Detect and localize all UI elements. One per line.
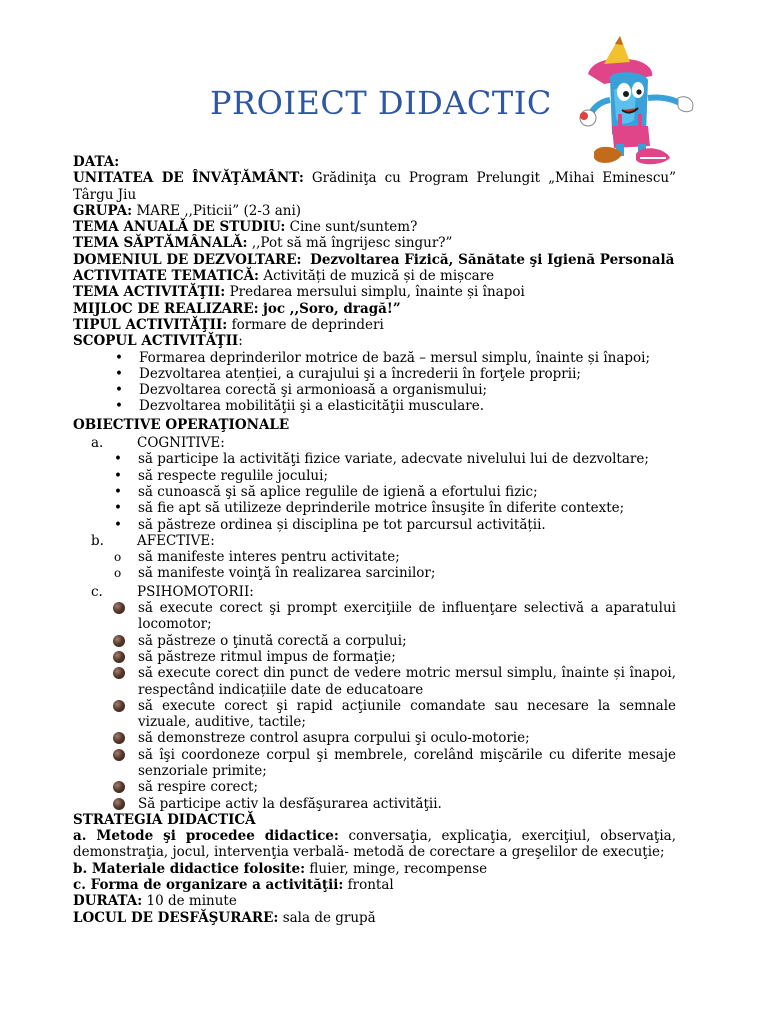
materiale-label: b. Materiale didactice folosite:	[73, 860, 306, 877]
list-item: o să manifeste interes pentru activitate;	[73, 549, 676, 565]
bullet-ball-icon	[113, 749, 125, 761]
cognitive-list	[73, 451, 676, 532]
list-item: să execute corect din punct de vedere motric mersul simplu, înainte și înapoi, respectând indicațiile date de educatoare	[73, 665, 676, 698]
scopul-list	[73, 350, 676, 415]
bullet-ball-icon	[113, 667, 125, 679]
strategia-heading: STRATEGIA DIDACTICĂ	[73, 811, 256, 828]
list-item: • să cunoască şi să aplice regulile de igienă a efortului fizic;	[73, 484, 676, 500]
psihomotorii-list	[73, 600, 676, 812]
materiale-line	[73, 861, 676, 877]
scopul-label: SCOPUL ACTIVITĂŢII	[73, 333, 239, 350]
mijloc-line	[73, 301, 676, 317]
list-item: să execute corect şi prompt exerciţiile de influenţare selectivă a aparatului locomotor;	[73, 600, 676, 633]
bullet-ball-icon	[113, 700, 125, 712]
list-item: să păstreze ritmul impus de formaţie;	[73, 649, 676, 665]
list-item: • Dezvoltarea atenției, a curajului şi a încrederii în forţele proprii;	[73, 366, 676, 382]
durata-line	[73, 893, 676, 909]
metode-line	[73, 828, 676, 861]
list-item: să păstreze o ţinută corectă a corpului;	[73, 633, 676, 649]
tema-anuala-line	[73, 219, 676, 235]
document-body	[73, 154, 676, 926]
metode-label: a. Metode şi procedee didactice:	[73, 828, 339, 845]
scopul-line	[73, 333, 676, 349]
grupa-label: GRUPA:	[73, 202, 133, 219]
tema-anuala-value: Cine sunt/suntem?	[289, 219, 418, 236]
bullet-ball-icon	[113, 781, 125, 793]
afective-letter: b.	[91, 532, 104, 549]
psihomotorii-heading	[73, 584, 676, 600]
tema-activitatii-value: Predarea mersului simplu, înainte și înapoi	[229, 284, 525, 301]
list-item: • să păstreze ordinea și disciplina pe tot parcursul activității.	[73, 517, 676, 533]
list-item: să îşi coordoneze corpul şi membrele, corelând mişcările cu diferite mesaje senzoriale primite;	[73, 747, 676, 780]
activitate-tematica-line	[73, 268, 676, 284]
grupa-value: MARE ,,Piticii” (2-3 ani)	[136, 202, 302, 219]
tipul-value: formare de deprinderi	[231, 316, 384, 333]
unitate-value: Grădiniţa cu Program Prelungit „Mihai Eminescu” Târgu Jiu	[73, 170, 677, 203]
list-item: • Dezvoltarea corectă şi armonioasă a organismului;	[73, 382, 676, 398]
durata-value: 10 de minute	[146, 893, 237, 910]
list-item: • Formarea deprinderilor motrice de bază – mersul simplu, înainte și înapoi;	[73, 350, 676, 366]
list-item: să demonstreze control asupra corpului şi oculo-motorie;	[73, 730, 676, 746]
tema-activitatii-label: TEMA ACTIVITĂŢII:	[73, 284, 226, 301]
forma-line	[73, 877, 676, 893]
data-line	[73, 154, 676, 170]
tema-saptamanala-line	[73, 235, 676, 251]
data-label: DATA:	[73, 154, 120, 170]
domeniu-label: DOMENIUL DE DEZVOLTARE:	[73, 251, 302, 268]
list-item: Să participe activ la desfăşurarea activităţii.	[73, 796, 676, 812]
scopul-colon: :	[238, 333, 243, 350]
cognitive-label: COGNITIVE:	[137, 435, 225, 452]
bullet-ball-icon	[113, 798, 125, 810]
list-item: să execute corect şi rapid acţiunile comandate sau necesare la semnale vizuale, auditive, tactile;	[73, 698, 676, 731]
forma-value: frontal	[347, 877, 394, 894]
afective-label: AFECTIVE:	[137, 532, 215, 549]
tema-anuala-label: TEMA ANUALĂ DE STUDIU:	[73, 219, 286, 236]
durata-label: DURATA:	[73, 893, 143, 910]
materiale-value: fluier, minge, recompense	[309, 860, 488, 877]
domeniu-line	[73, 252, 676, 268]
list-item: • să respecte regulile jocului;	[73, 468, 676, 484]
afective-list	[73, 549, 676, 582]
activitate-tematica-label: ACTIVITATE TEMATICĂ:	[73, 268, 260, 285]
tipul-label: TIPUL ACTIVITĂŢII:	[73, 316, 228, 333]
bullet-ball-icon	[113, 635, 125, 647]
cartoon-pencil-mascot-icon	[574, 30, 700, 170]
mijloc-label: MIJLOC DE REALIZARE:	[73, 300, 259, 317]
activitate-tematica-value: Activități de muzică și de mișcare	[263, 268, 495, 285]
mijloc-value: joc ,,Soro, dragă!”	[262, 300, 401, 317]
page-title: PROIECT DIDACTIC	[210, 84, 552, 122]
cognitive-letter: a.	[91, 435, 104, 452]
list-item: să respire corect;	[73, 779, 676, 795]
psihomotorii-label: PSIHOMOTORII:	[137, 583, 254, 600]
psihomotorii-letter: c.	[91, 583, 103, 600]
bullet-ball-icon	[113, 602, 125, 614]
cognitive-heading	[73, 435, 676, 451]
afective-heading	[73, 533, 676, 549]
list-item: • să participe la activităţi fizice variate, adecvate nivelului lui de dezvoltare;	[73, 451, 676, 467]
obiective-heading: OBIECTIVE OPERAŢIONALE	[73, 416, 290, 433]
tema-activitatii-line	[73, 284, 676, 300]
list-item: • să fie apt să utilizeze deprinderile motrice însuşite în diferite contexte;	[73, 500, 676, 516]
forma-label: c. Forma de organizare a activităţii:	[73, 877, 344, 894]
unitate-label: UNITATEA DE ÎNVĂŢĂMÂNT:	[73, 170, 304, 187]
list-item: o să manifeste voinţă în realizarea sarcinilor;	[73, 565, 676, 581]
unitate-line	[73, 170, 676, 203]
tema-saptamanala-label: TEMA SĂPTĂMÂNALĂ:	[73, 235, 248, 252]
locul-line	[73, 910, 676, 926]
bullet-ball-icon	[113, 651, 125, 663]
metode-value: conversaţia, explicaţia, exerciţiul, observaţia, demonstraţia, jocul, intervenţia verbală- metodă de corectare a greşelilor de execuţie;	[73, 828, 677, 861]
locul-value: sala de grupă	[282, 909, 376, 926]
bullet-ball-icon	[113, 732, 125, 744]
locul-label: LOCUL DE DESFĂŞURARE:	[73, 909, 279, 926]
domeniu-value: Dezvoltarea Fizică, Sănătate şi Igienă Personală	[310, 251, 675, 268]
tipul-line	[73, 317, 676, 333]
tema-saptamanala-value: ,,Pot să mă îngrijesc singur?”	[251, 235, 453, 252]
grupa-line	[73, 203, 676, 219]
list-item: • Dezvoltarea mobilităţii şi a elasticităţii musculare.	[73, 398, 676, 414]
